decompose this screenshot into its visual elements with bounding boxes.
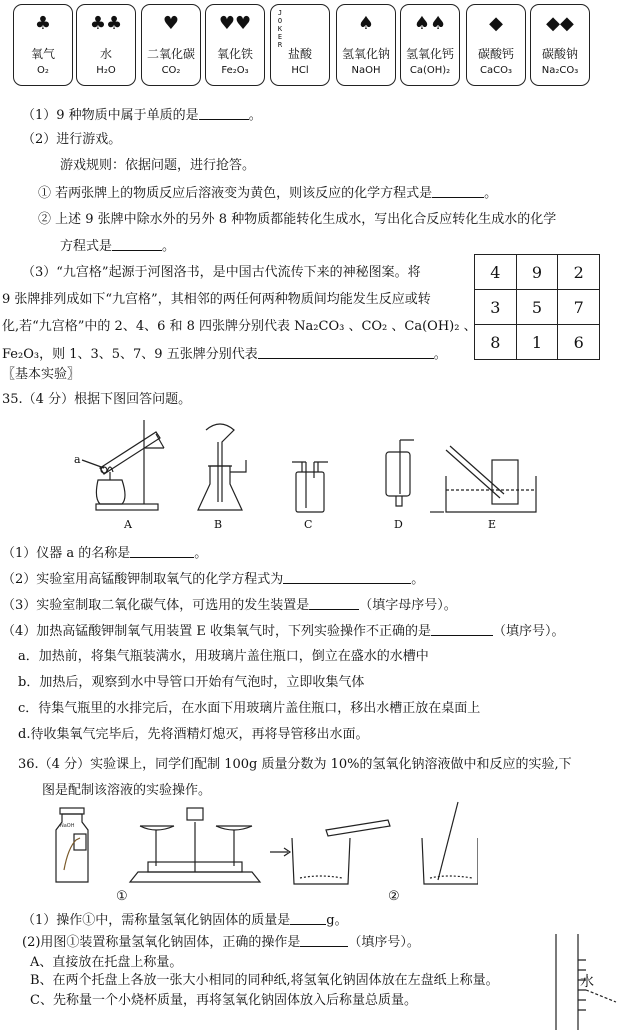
q34-part1: （1）9 种物质中属于单质的是 。 [22, 108, 262, 123]
suit-icon: ♠ [357, 13, 375, 34]
q36-sub2: (2)用图①装置称量氢氧化钠固体，正确的操作是 （填序号）。 [22, 935, 420, 950]
beaker-1 [292, 838, 350, 884]
grid-cell: 3 [475, 290, 517, 325]
glass-rod [438, 802, 458, 880]
card-name: 盐酸 [287, 47, 312, 61]
grid-cell: 1 [516, 325, 558, 360]
card-name: 碳酸钠 [541, 47, 578, 61]
card-name: 氢氧化钙 [405, 47, 454, 61]
q36-option-B: B、在两个托盘上各放一张大小相同的同种纸,将氢氧化钠固体放在左盘纸上称量。 [30, 973, 499, 988]
q36-stem-line1: 36.（4 分）实验课上，同学们配制 100g 质量分数为 10%的氢氧化钠溶液做中和反应的实验,下 [18, 757, 572, 772]
funnel [206, 424, 234, 502]
q34-part3-line4: Fe₂O₃，则 1、3、5、7、9 五张牌分别代表 。 [2, 347, 447, 362]
card-2 [76, 4, 136, 86]
card-name: 碳酸钙 [477, 47, 514, 61]
q35-sub3: （3）实验室制取二氧化碳气体，可选用的发生装置是 （填字母序号）。 [2, 598, 457, 613]
card-9 [530, 4, 590, 86]
q34-part2: （2）进行游戏。 [22, 132, 122, 147]
card-formula: CaCO₃ [480, 65, 512, 76]
card-name: 氢氧化钠 [341, 47, 390, 61]
suit-icon: ◆◆ [546, 13, 574, 34]
q36-stem-line2: 图是配制该溶液的实验操作。 [42, 783, 212, 798]
balance-base [130, 872, 260, 882]
q36-option-A: A、直接放在托盘上称量。 [30, 955, 183, 970]
suit-icon: ♥ [162, 13, 180, 34]
card-formula: H₂O [96, 65, 116, 76]
grid-cell: 8 [475, 325, 517, 360]
card-6 [336, 4, 396, 86]
card-1 [13, 4, 73, 86]
q35-sub4: （4）加热高锰酸钾制氧气用装置 E 收集氧气时，下列实验操作不正确的是 （填序号）。 [2, 624, 565, 639]
instrument-a-label: a [74, 453, 81, 466]
card-name: 氧化铁 [216, 47, 253, 61]
q35-title: 35.（4 分）根据下图回答问题。 [2, 392, 192, 407]
suit-icon: ♣♣ [89, 13, 123, 34]
card-7 [400, 4, 460, 86]
card-name: 水 [99, 47, 112, 61]
q36-figure [48, 800, 478, 904]
q35-apparatus-figure [60, 410, 540, 534]
grid-cell: 6 [558, 325, 600, 360]
step-1-marker: ① [116, 889, 128, 904]
section-heading: 〖基本实验〗 [2, 367, 81, 382]
graduated-cylinder [556, 934, 578, 1030]
q35-option-a: a．加热前，将集气瓶装满水，用玻璃片盖住瓶口，倒立在盛水的水槽中 [18, 649, 429, 664]
card-formula: HCl [291, 65, 309, 76]
grid-cell: 5 [516, 290, 558, 325]
card-name: 氧气 [30, 47, 55, 61]
grid-cell: 4 [475, 255, 517, 290]
q34-game-rule: 游戏规则：依据问题，进行抢答。 [60, 158, 256, 173]
figure-label-D: D [394, 518, 403, 531]
figure-label-C: C [304, 518, 313, 531]
q34-rule2: ② 上述 9 张牌中除水外的另外 8 种物质都能转化生成水，写出化合反应转化生成水的化学 [38, 212, 557, 227]
q34-part3-line1: （3）“九宫格”起源于河图洛书，是中国古代流传下来的神秘图案。将 [22, 265, 421, 280]
grid-cell: 7 [558, 290, 600, 325]
alcohol-lamp [96, 480, 125, 504]
grid-cell: 9 [516, 255, 558, 290]
q35-option-d: d.待收集氧气完毕后，先将酒精灯熄灭，再将导管移出水面。 [18, 727, 369, 742]
inverted-bottle [386, 452, 410, 496]
q34-part3-line2: 9 张牌排列成如下“九宫格”，其相邻的两任何两种物质间均能发生反应或转 [2, 292, 431, 307]
q34-rule2-cont: 方程式是 。 [60, 239, 176, 254]
q34-part3-line3: 化,若“九宫格”中的 2、4、6 和 8 四张牌分别代表 Na₂CO₃ 、CO₂ 、Ca(OH)₂ 、 [2, 319, 477, 334]
q34-rule1: ① 若两张牌上的物质反应后溶液变为黄色，则该反应的化学方程式是 。 [38, 186, 498, 201]
beaker-2 [422, 838, 478, 884]
nine-grid [474, 254, 600, 360]
step-2-marker: ② [388, 889, 400, 904]
card-5 [270, 4, 330, 86]
q35-option-b: b．加热后，观察到水中导管口开始有气泡时，立即收集气体 [18, 675, 365, 690]
card-formula: CO₂ [161, 65, 181, 76]
q35-option-c: c．待集气瓶里的水排完后，在水面下用玻璃片盖住瓶口，移出水槽正放在桌面上 [18, 701, 481, 716]
q35-sub1: （1）仪器 a 的名称是 。 [2, 546, 208, 561]
card-formula: NaOH [351, 65, 381, 76]
suit-icon: ♣ [34, 13, 52, 34]
card-name: 二氧化碳 [146, 47, 195, 61]
joker-mark: JOKER [277, 9, 283, 49]
q36-option-C: C、先称量一个小烧杯质量，再将氢氧化钠固体放入后称量总质量。 [30, 993, 417, 1008]
grid-cell: 2 [558, 255, 600, 290]
suit-icon: ♠♠ [413, 13, 447, 34]
card-8 [466, 4, 526, 86]
pouring-cylinder [326, 820, 390, 836]
stand-base [96, 504, 158, 510]
card-4 [205, 4, 265, 86]
figure-label-B: B [214, 518, 223, 531]
card-formula: Na₂CO₃ [541, 65, 579, 76]
q35-sub2: （2）实验室用高锰酸钾制取氧气的化学方程式为 。 [2, 572, 425, 587]
collection-bottle [492, 460, 518, 504]
suit-icon: ♥♥ [218, 13, 252, 34]
bottle-label: NaOH [60, 823, 75, 829]
card-formula: Fe₂O₃ [221, 65, 249, 76]
figure-label-A: A [124, 518, 132, 531]
water-trough [446, 476, 536, 512]
card-formula: Ca(OH)₂ [409, 65, 451, 76]
q36-sub1: （1）操作①中，需称量氢氧化钠固体的质量是 g。 [22, 913, 348, 928]
conical-flask [198, 466, 242, 510]
gas-bottle [296, 472, 324, 512]
suit-icon: ◆ [489, 13, 503, 34]
card-formula: O₂ [37, 65, 49, 76]
water-label: 水 [580, 974, 594, 990]
card-3 [141, 4, 201, 86]
figure-label-E: E [488, 518, 497, 531]
